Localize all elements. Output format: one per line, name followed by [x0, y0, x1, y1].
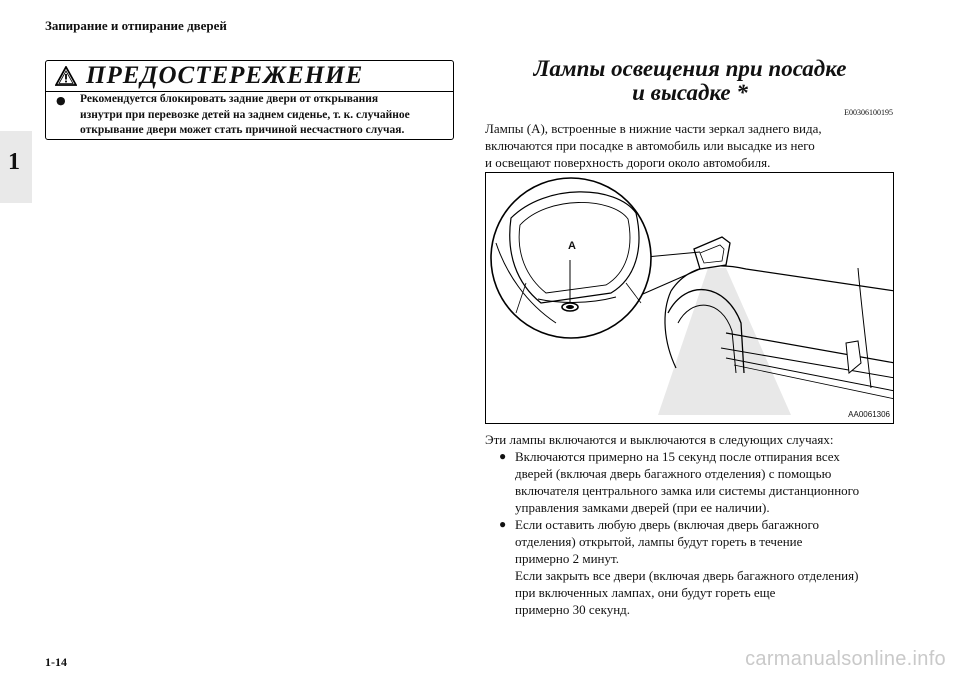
warning-line: открывание двери может стать причиной несчастного случая.	[80, 124, 405, 136]
condition-line: примерно 2 минут.	[515, 551, 619, 566]
condition-line: Если оставить любую дверь (включая дверь багажного	[515, 517, 820, 532]
warning-text	[80, 92, 450, 139]
warning-header	[46, 61, 453, 92]
condition-line: дверей (включая дверь багажного отделения) с помощью	[515, 466, 832, 481]
intro-line: Лампы (A), встроенные в нижние части зеркал заднего вида,	[485, 121, 822, 136]
condition-text	[515, 448, 895, 516]
reference-code: E00306100195	[844, 108, 893, 117]
warning-bullet: ●	[56, 94, 66, 107]
chapter-tab	[0, 131, 32, 203]
condition-line: включателя центрального замка или системы дистанционного	[515, 483, 860, 498]
bullet: ●	[499, 517, 507, 531]
watermark: carmanualsonline.info	[745, 648, 946, 670]
warning-triangle-icon	[55, 66, 77, 86]
bullet: ●	[499, 449, 507, 463]
condition-line: управления замками дверей (при ее наличии).	[515, 500, 770, 515]
chapter-number: 1	[8, 149, 20, 175]
condition-line: при включенных лампах, они будут гореть еще	[515, 585, 776, 600]
condition-line: Включаются примерно на 15 секунд после отпирания всех	[515, 449, 840, 464]
section-title-line: Лампы освещения при посадке	[533, 56, 847, 81]
condition-text	[515, 516, 895, 618]
conditions-intro: Эти лампы включаются и выключаются в следующих случаях:	[485, 432, 834, 447]
section-title	[485, 57, 895, 105]
warning-line: изнутри при перевозке детей на заднем сиденье, т. к. случайное	[80, 108, 410, 121]
warning-title: ПРЕДОСТЕРЕЖЕНИЕ	[86, 62, 364, 89]
intro-line: и освещают поверхность дороги около автомобиля.	[485, 155, 771, 170]
section-title-line: и высадке *	[632, 80, 748, 105]
page-number: 1-14	[45, 655, 67, 669]
condition-line: отделения) открытой, лампы будут гореть в течение	[515, 534, 803, 549]
figure-code: AA0061306	[848, 410, 890, 419]
warning-line: Рекомендуется блокировать задние двери от открывания	[80, 93, 379, 105]
condition-line: примерно 30 секунд.	[515, 602, 631, 617]
intro-paragraph	[485, 120, 895, 171]
condition-line: Если закрыть все двери (включая дверь багажного отделения)	[515, 568, 859, 583]
intro-line: включаются при посадке в автомобиль или высадке из него	[485, 138, 815, 153]
running-header: Запирание и отпирание дверей	[45, 18, 227, 33]
mirror-lamp-illustration	[485, 172, 894, 424]
figure-label-a: A	[568, 240, 576, 252]
warning-box	[45, 60, 454, 140]
